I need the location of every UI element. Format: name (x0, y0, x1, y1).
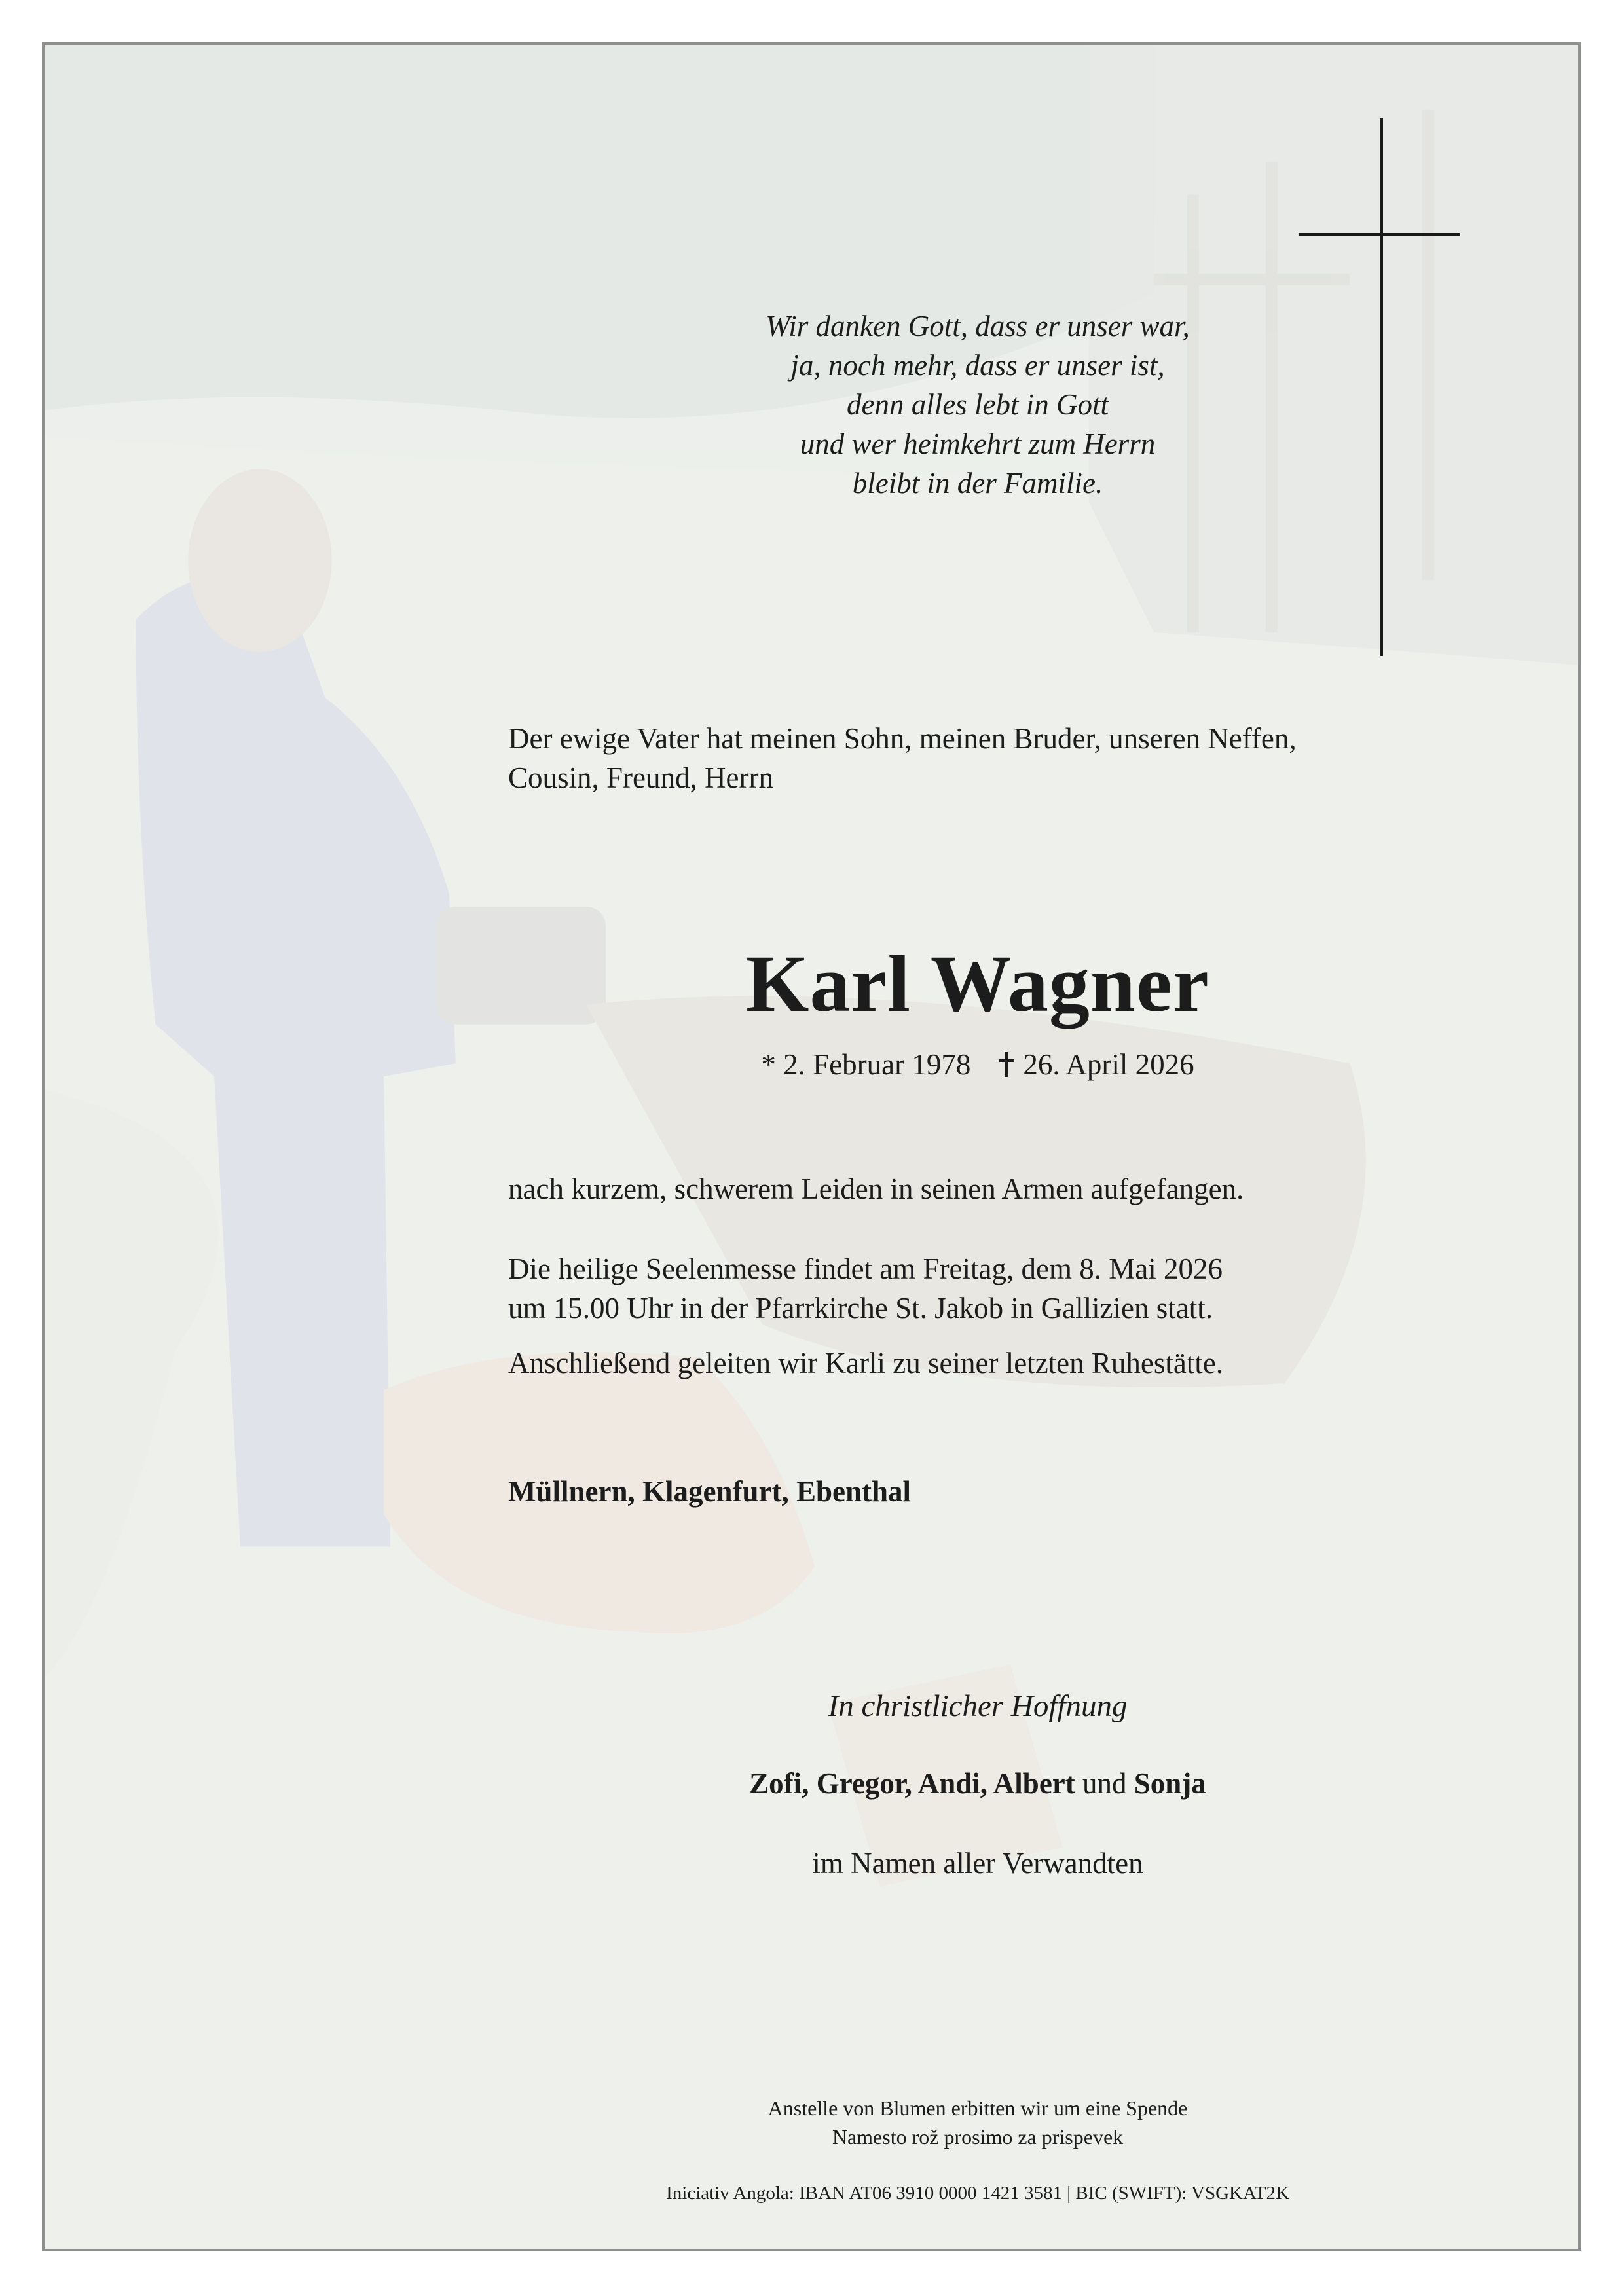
bank-details: Iniciativ Angola: IBAN AT06 3910 0000 1421 3581 | BIC (SWIFT): VSGKAT2K (666, 2183, 1289, 2204)
mass-announcement (508, 1249, 1458, 1328)
closing-hope: In christlicher Hoffnung (828, 1689, 1128, 1723)
cross-horizontal-bar (1299, 233, 1460, 236)
life-dates (503, 1045, 1452, 1084)
birth-date: * 2. Februar 1978 (761, 1048, 971, 1081)
poem-line: bleibt in der Familie. (852, 467, 1103, 500)
poem-line: und wer heimkehrt zum Herrn (800, 428, 1156, 460)
burial-text: Anschließend geleiten wir Karli zu seiner letzten Ruhestätte. (508, 1347, 1224, 1379)
poem-line: ja, noch mehr, dass er unser ist, (790, 349, 1165, 382)
poem-line: denn alles lebt in Gott (847, 388, 1109, 421)
family-name: Gregor (816, 1767, 905, 1800)
intro-line: Cousin, Freund, Herrn (508, 761, 773, 794)
donation-request (503, 2094, 1452, 2151)
intro-line: Der ewige Vater hat meinen Sohn, meinen Bruder, unseren Neffen, (508, 722, 1297, 755)
mass-line: um 15.00 Uhr in der Pfarrkirche St. Jakob in Gallizien statt. (508, 1292, 1213, 1324)
memorial-poem (503, 306, 1452, 503)
mass-line: Die heilige Seelenmesse findet am Freitag, dem 8. Mai 2026 (508, 1252, 1223, 1285)
donation-slovenian: Namesto rož prosimo za prispevek (832, 2125, 1124, 2149)
death-date: 26. April 2026 (1023, 1048, 1194, 1081)
intro-text (508, 719, 1458, 797)
family-join: und (1082, 1767, 1127, 1800)
donation-german: Anstelle von Blumen erbitten wir um eine Spende (767, 2096, 1188, 2120)
family-names: Zofi, Gregor, Andi, Albert und Sonja (749, 1767, 1206, 1800)
poem-line: Wir danken Gott, dass er unser war, (766, 310, 1190, 342)
page-frame (42, 42, 1581, 2251)
deceased-name: Karl Wagner (746, 939, 1209, 1029)
family-name: Zofi (749, 1767, 802, 1800)
places-text: Müllnern, Klagenfurt, Ebenthal (508, 1475, 912, 1508)
passing-text: nach kurzem, schwerem Leiden in seinen Armen aufgefangen. (508, 1173, 1244, 1205)
relatives-text: im Namen aller Verwandten (812, 1847, 1143, 1880)
family-name: Albert (993, 1767, 1075, 1800)
family-name: Andi (917, 1767, 980, 1800)
family-name: Sonja (1134, 1767, 1206, 1800)
